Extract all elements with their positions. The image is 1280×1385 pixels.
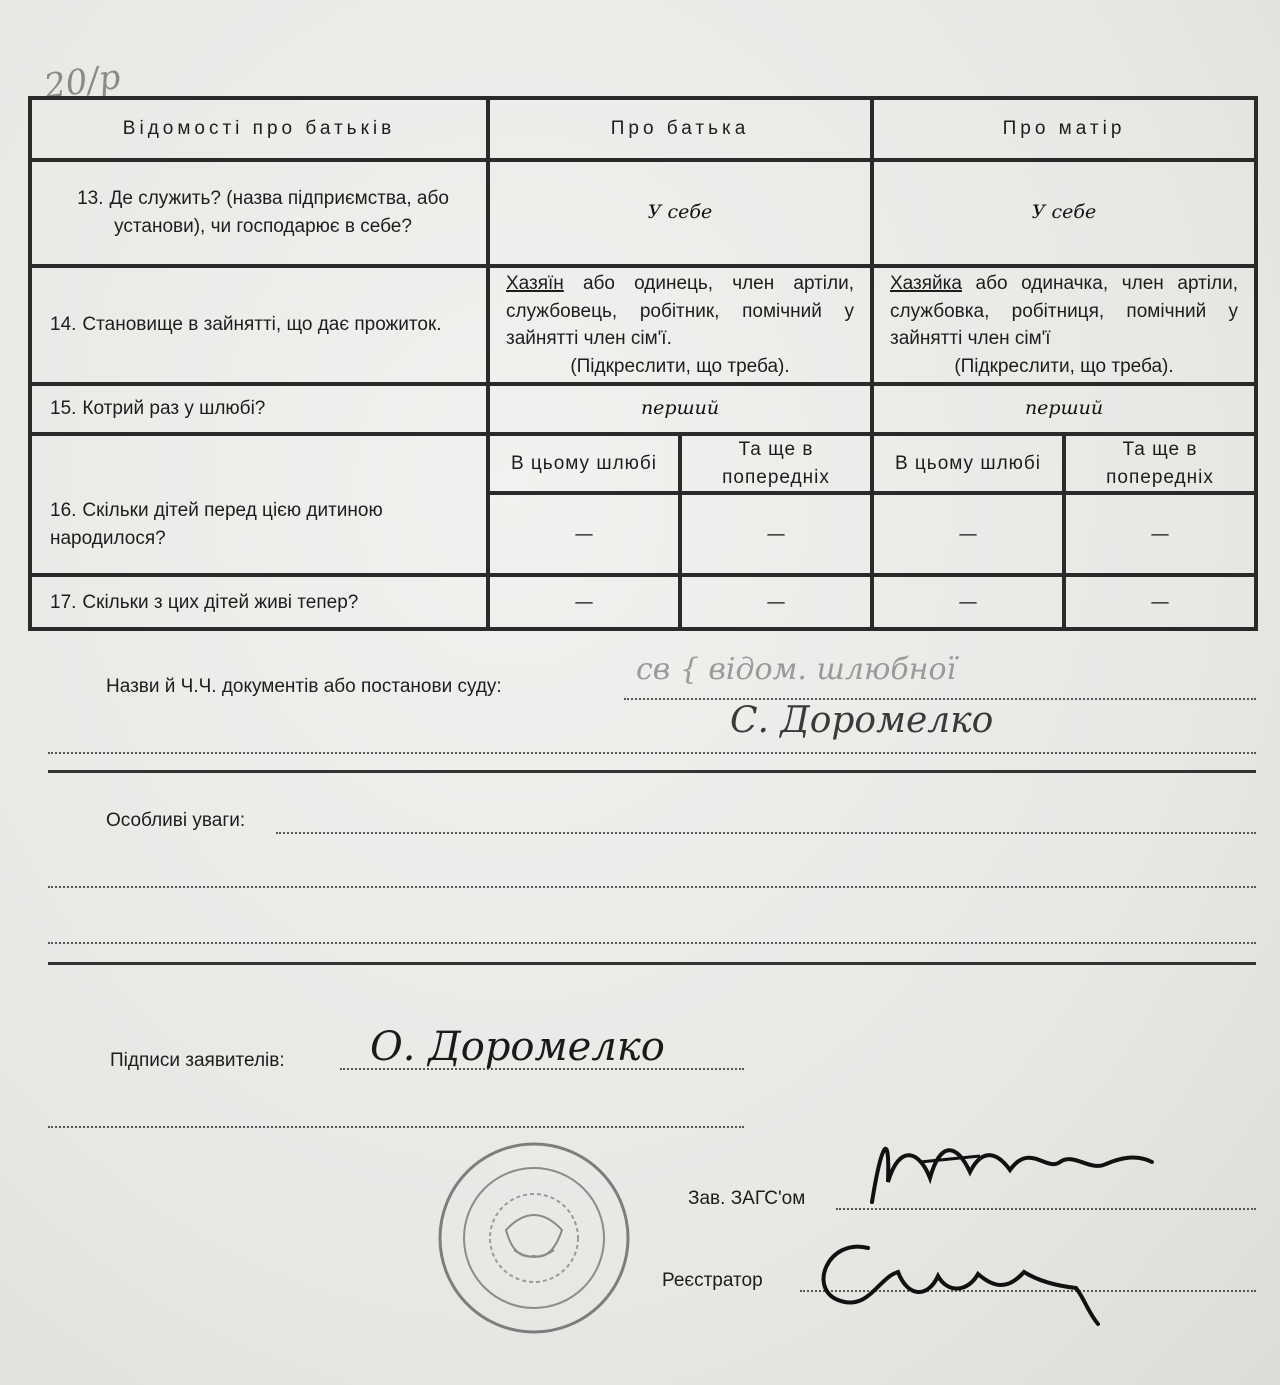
father-occupation-text: або одинець, член артіли, службовець, робітник, помічний у зайнятті член сім'ї.	[506, 273, 854, 350]
question-number: 15.	[50, 398, 77, 420]
mother-marriage-count: перший	[872, 384, 1256, 434]
children-mother-prev: —	[1064, 493, 1256, 575]
head-signature	[860, 1112, 1160, 1222]
remarks-line-2	[48, 886, 1256, 888]
children-mother-this: —	[872, 493, 1064, 575]
remarks-line-3	[48, 942, 1256, 944]
alive-mother-this: —	[872, 575, 1064, 629]
question-number: 14.	[50, 314, 77, 336]
mother-occupation-text: або одиначка, член артіли, службовка, робітниця, помічний у зайнятті член сім'ї	[890, 273, 1238, 350]
question-text: Скільки дітей перед цією дитиною народилося?	[50, 500, 383, 549]
question-16	[30, 434, 488, 575]
alive-father-prev: —	[680, 575, 872, 629]
table-header-row	[30, 98, 1256, 160]
section-divider-1	[48, 770, 1256, 773]
mother-previous-header: Та ще в попередніх	[1064, 434, 1256, 493]
documents-line-2	[48, 752, 1256, 754]
documents-label: Назви й Ч.Ч. документів або постанови суду:	[106, 676, 502, 697]
documents-handwriting-2: С. Доромелко	[730, 700, 994, 741]
father-occupation-note: (Підкреслити, що треба).	[570, 355, 790, 377]
row-15	[30, 384, 1256, 434]
mother-this-marriage-header: В цьому шлюбі	[872, 434, 1064, 493]
row-14	[30, 266, 1256, 384]
alive-mother-prev: —	[1064, 575, 1256, 629]
remarks-line-1	[276, 832, 1256, 834]
applicants-label: Підписи заявителів:	[110, 1050, 285, 1071]
header-father: Про батька	[488, 98, 872, 160]
row-17	[30, 575, 1256, 629]
documents-handwriting-1: св { відом. шлюбної	[636, 652, 957, 687]
children-father-this: —	[488, 493, 680, 575]
remarks-label: Особливі уваги:	[106, 810, 246, 831]
question-text: Становище в зайнятті, що дає прожиток.	[82, 314, 442, 336]
father-this-marriage-header: В цьому шлюбі	[488, 434, 680, 493]
question-14	[30, 266, 488, 384]
question-text: Котрий раз у шлюбі?	[82, 398, 266, 420]
mother-occupation-selected: Хазяйка	[890, 273, 962, 294]
question-number: 17.	[50, 591, 77, 613]
children-father-prev: —	[680, 493, 872, 575]
question-text: Скільки з цих дітей живі тепер?	[82, 591, 359, 613]
corner-note: 20/р	[41, 56, 123, 108]
father-occupation-selected: Хазяїн	[506, 273, 564, 294]
applicants-line-2	[48, 1126, 744, 1128]
official-stamp	[436, 1140, 632, 1336]
question-13	[30, 160, 488, 266]
applicant-signature: О. Доромелко	[370, 1024, 665, 1070]
header-mother: Про матір	[872, 98, 1256, 160]
parents-info-table	[28, 96, 1258, 631]
row-13	[30, 160, 1256, 266]
registrar-label: Реєстратор	[662, 1270, 763, 1291]
section-divider-2	[48, 962, 1256, 965]
question-number: 13.	[77, 188, 104, 210]
row-16-subheader	[30, 434, 1256, 493]
alive-father-this: —	[488, 575, 680, 629]
question-text: Де служить? (назва підприємства, або установи), чи господарює в себе?	[109, 188, 449, 237]
question-15	[30, 384, 488, 434]
mother-occupation-note: (Підкреслити, що треба).	[954, 355, 1174, 377]
mother-occupation-options	[872, 266, 1256, 384]
question-number: 16.	[50, 500, 77, 522]
head-label: Зав. ЗАГС'ом	[688, 1188, 806, 1209]
father-marriage-count: перший	[488, 384, 872, 434]
father-workplace: У себе	[488, 160, 872, 266]
header-info: Відомості про батьків	[30, 98, 488, 160]
father-previous-header: Та ще в попередніх	[680, 434, 872, 493]
mother-workplace: У себе	[872, 160, 1256, 266]
father-occupation-options	[488, 266, 872, 384]
registrar-signature	[808, 1228, 1108, 1338]
question-17	[30, 575, 488, 629]
